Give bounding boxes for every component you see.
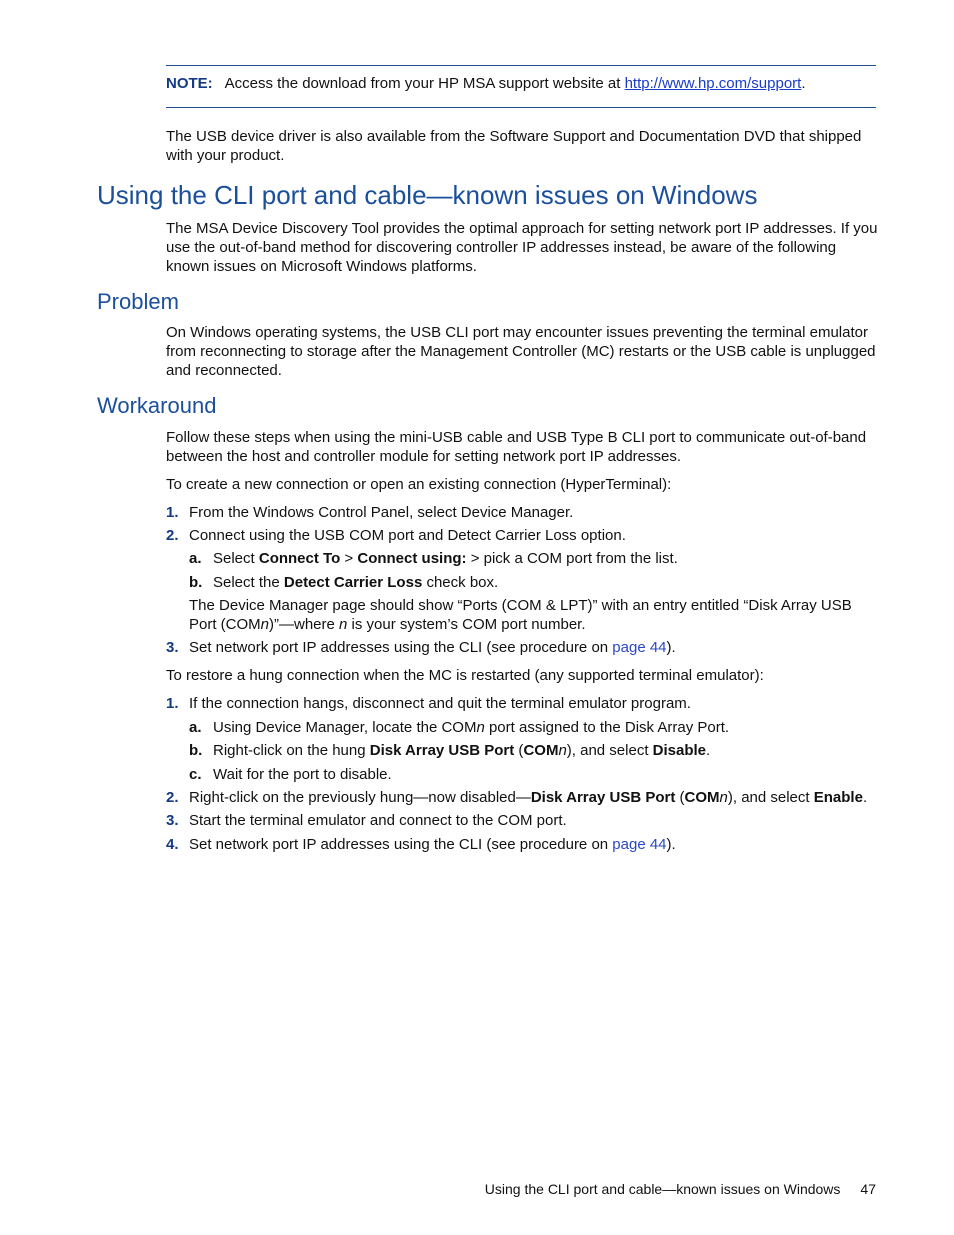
list2-step1b-text: Right-click on the hung Disk Array USB Port (COMn), and select Disable. bbox=[213, 742, 711, 759]
list1-step1-number: 1. bbox=[166, 504, 179, 521]
list2-step3-text: Start the terminal emulator and connect to the COM port. bbox=[189, 812, 567, 829]
section-title: Using the CLI port and cable—known issues on Windows bbox=[97, 180, 758, 210]
list2-step4-number: 4. bbox=[166, 836, 179, 853]
problem-heading: Problem bbox=[97, 289, 179, 314]
list2-step1a-text: Using Device Manager, locate the COMn port assigned to the Disk Array Port. bbox=[213, 719, 730, 736]
note-label: NOTE: bbox=[166, 75, 213, 92]
page-footer bbox=[485, 1180, 876, 1199]
workaround-paragraph: Follow these steps when using the mini-USB cable and USB Type B CLI port to communicate out-of-band between the host and controller module for setting network port IP addresses. bbox=[166, 429, 867, 465]
page-44-link-2[interactable]: page 44 bbox=[612, 836, 667, 853]
support-link[interactable]: http://www.hp.com/support bbox=[624, 75, 802, 92]
page-number: 47 bbox=[860, 1181, 876, 1197]
footer-title: Using the CLI port and cable—known issues on Windows bbox=[484, 1181, 841, 1197]
list1-step3-number: 3. bbox=[166, 639, 179, 656]
list1-step2-text: Connect using the USB COM port and Detect Carrier Loss option. bbox=[189, 527, 626, 544]
problem-paragraph: On Windows operating systems, the USB CLI port may encounter issues preventing the terminal emulator from reconnecting to storage after the Management Controller (MC) restarts or the USB cable is unplugged and reconnected. bbox=[166, 324, 876, 379]
page-44-link[interactable]: page 44 bbox=[612, 639, 667, 656]
list1-step2b-text: Select the Detect Carrier Loss check box. bbox=[213, 574, 499, 591]
list2-step2-number: 2. bbox=[166, 789, 179, 806]
intro-paragraph: The USB device driver is also available from the Software Support and Documentation DVD that shipped with your product. bbox=[166, 128, 862, 164]
section-paragraph: The MSA Device Discovery Tool provides the optimal approach for setting network port IP addresses. If you use the out-of-band method for discovering controller IP addresses instead, be aware of the following known issues on Microsoft Windows platforms. bbox=[166, 220, 878, 275]
list2-step1a-letter: a. bbox=[189, 719, 202, 736]
note-text: Access the download from your HP MSA support website at bbox=[224, 75, 625, 92]
restore-connection-intro: To restore a hung connection when the MC is restarted (any supported terminal emulator): bbox=[166, 667, 764, 684]
list2-step1c-text: Wait for the port to disable. bbox=[213, 766, 392, 783]
list1-step2a-text: Select Connect To > Connect using: > pick a COM port from the list. bbox=[213, 550, 678, 567]
list1-step2-note: The Device Manager page should show “Ports (COM & LPT)” with an entry entitled “Disk Array USB Port (COMn)”—where n is your system’s COM port number. bbox=[189, 597, 852, 633]
list2-step1c-letter: c. bbox=[189, 766, 202, 783]
note-bottom-rule bbox=[166, 107, 876, 108]
list1-step1-text: From the Windows Control Panel, select Device Manager. bbox=[189, 504, 574, 521]
list1-step2-number: 2. bbox=[166, 527, 179, 544]
note bbox=[166, 74, 878, 93]
note-top-rule bbox=[166, 65, 876, 66]
list2-step1-text: If the connection hangs, disconnect and quit the terminal emulator program. bbox=[189, 695, 691, 712]
note-text-end: . bbox=[801, 75, 806, 92]
list2-step1b-letter: b. bbox=[189, 742, 203, 759]
list1-step2b-letter: b. bbox=[189, 574, 203, 591]
list2-step1-number: 1. bbox=[166, 695, 179, 712]
list2-step3-number: 3. bbox=[166, 812, 179, 829]
list1-step3-text: Set network port IP addresses using the CLI (see procedure on page 44). bbox=[189, 639, 676, 656]
list2-step2-text: Right-click on the previously hung—now disabled—Disk Array USB Port (COMn), and select Enable. bbox=[189, 789, 868, 806]
list1-step2a-letter: a. bbox=[189, 550, 202, 567]
create-connection-intro: To create a new connection or open an existing connection (HyperTerminal): bbox=[166, 476, 672, 493]
list2-step4-text: Set network port IP addresses using the CLI (see procedure on page 44). bbox=[189, 836, 676, 853]
workaround-heading: Workaround bbox=[97, 393, 217, 418]
